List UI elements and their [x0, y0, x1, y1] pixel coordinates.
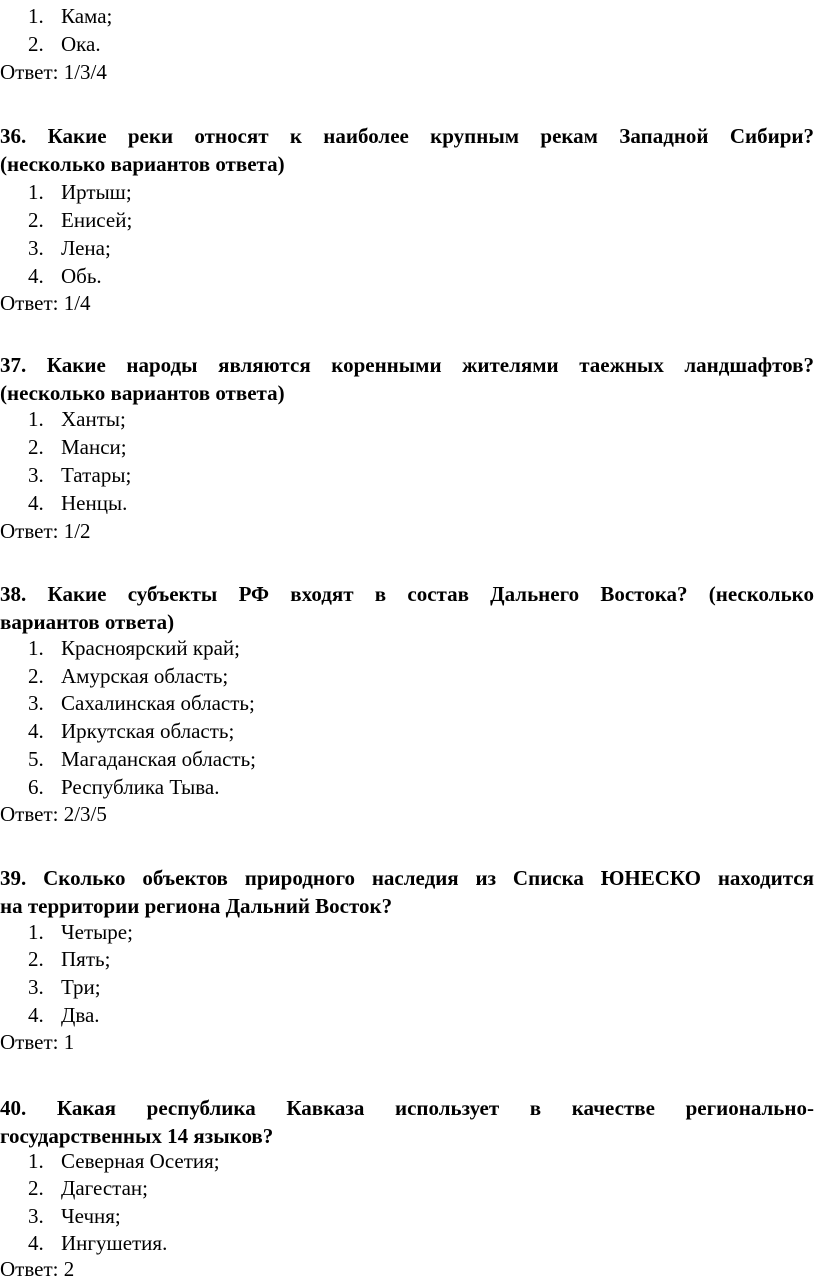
item-text: Северная Осетия;: [61, 1149, 220, 1173]
item-number: 2.: [28, 32, 44, 56]
question-line: государственных 14 языков?: [0, 1124, 274, 1148]
item-number: 4.: [28, 264, 44, 288]
item-number: 2.: [28, 435, 44, 459]
question-line: вариантов ответа): [0, 610, 175, 634]
list-item: [28, 30, 101, 58]
item-number: 1.: [28, 1149, 44, 1173]
item-number: 2.: [28, 947, 44, 971]
list-item: [28, 178, 132, 206]
item-number: 1.: [28, 180, 44, 204]
item-number: 3.: [28, 463, 44, 487]
item-text: Четыре;: [61, 920, 133, 944]
list-item: [28, 1229, 167, 1257]
item-text: Енисей;: [61, 208, 133, 232]
item-number: 2.: [28, 664, 44, 688]
item-text: Ханты;: [61, 407, 126, 431]
item-text: Манси;: [61, 435, 127, 459]
question-line: (несколько вариантов ответа): [0, 152, 285, 176]
item-number: 4.: [28, 491, 44, 515]
item-number: 6.: [28, 775, 44, 799]
list-item: [28, 1202, 121, 1230]
list-item: [28, 689, 255, 717]
question-36-heading: [0, 122, 814, 178]
item-text: Магаданская область;: [61, 747, 256, 771]
item-text: Амурская область;: [61, 664, 229, 688]
item-text: Республика Тыва.: [61, 775, 220, 799]
list-item: [28, 206, 132, 234]
item-number: 1.: [28, 407, 44, 431]
item-text: Обь.: [61, 264, 102, 288]
list-item: [28, 433, 127, 461]
item-text: Ненцы.: [61, 491, 128, 515]
list-item: [28, 745, 256, 773]
item-number: 4.: [28, 1231, 44, 1255]
question-line: 38. Какие субъекты РФ входят в состав Дальнего Востока? (несколько: [0, 582, 814, 606]
item-number: 3.: [28, 691, 44, 715]
item-text: Ингушетия.: [61, 1231, 168, 1255]
item-text: Чечня;: [61, 1204, 121, 1228]
question-37-heading: [0, 351, 814, 407]
item-text: Пять;: [61, 947, 111, 971]
question-line: на территории региона Дальний Восток?: [0, 894, 393, 918]
item-text: Сахалинская область;: [61, 691, 255, 715]
item-number: 3.: [28, 1204, 44, 1228]
list-item: [28, 262, 102, 290]
item-number: 4.: [28, 1003, 44, 1027]
item-number: 3.: [28, 236, 44, 260]
item-text: Кама;: [61, 4, 113, 28]
item-number: 5.: [28, 747, 44, 771]
list-item: [28, 918, 133, 946]
list-item: [28, 405, 126, 433]
list-item: [28, 489, 127, 517]
list-item: [28, 1147, 220, 1175]
question-line: 39. Сколько объектов природного наследия из Списка ЮНЕСКО находится: [0, 866, 814, 890]
question-38-heading: [0, 580, 814, 636]
list-item: [28, 973, 101, 1001]
item-number: 2.: [28, 1176, 44, 1200]
item-text: Иркутская область;: [61, 719, 235, 743]
item-text: Татары;: [61, 463, 132, 487]
item-number: 1.: [28, 920, 44, 944]
item-number: 3.: [28, 975, 44, 999]
item-number: 1.: [28, 4, 44, 28]
item-text: Дагестан;: [61, 1176, 148, 1200]
list-item: [28, 1174, 148, 1202]
answer-line: Ответ: 1/2: [0, 519, 91, 543]
item-number: 4.: [28, 719, 44, 743]
list-item: [28, 717, 234, 745]
item-number: 1.: [28, 636, 44, 660]
answer-line: Ответ: 1/3/4: [0, 60, 107, 84]
item-text: Красноярский край;: [61, 636, 240, 660]
list-item: [28, 945, 110, 973]
question-39-heading: [0, 864, 814, 920]
list-item: [28, 634, 240, 662]
item-text: Три;: [61, 975, 101, 999]
list-item: [28, 1001, 100, 1029]
answer-line: Ответ: 2/3/5: [0, 802, 107, 826]
item-number: 2.: [28, 208, 44, 232]
answer-line: Ответ: 2: [0, 1257, 75, 1281]
question-line: 40. Какая республика Кавказа использует в качестве регионально-: [0, 1096, 814, 1120]
list-item: [28, 662, 228, 690]
list-item: [28, 234, 111, 262]
list-item: [28, 773, 219, 801]
answer-line: Ответ: 1: [0, 1030, 75, 1054]
item-text: Иртыш;: [61, 180, 132, 204]
item-text: Лена;: [61, 236, 111, 260]
question-40-heading: [0, 1094, 814, 1150]
list-item: [28, 2, 112, 30]
answer-line: Ответ: 1/4: [0, 291, 91, 315]
item-text: Два.: [61, 1003, 100, 1027]
question-line: 37. Какие народы являются коренными жителями таежных ландшафтов?: [0, 353, 814, 377]
list-item: [28, 461, 131, 489]
question-line: (несколько вариантов ответа): [0, 381, 285, 405]
item-text: Ока.: [61, 32, 101, 56]
question-line: 36. Какие реки относят к наиболее крупным рекам Западной Сибири?: [0, 124, 814, 148]
